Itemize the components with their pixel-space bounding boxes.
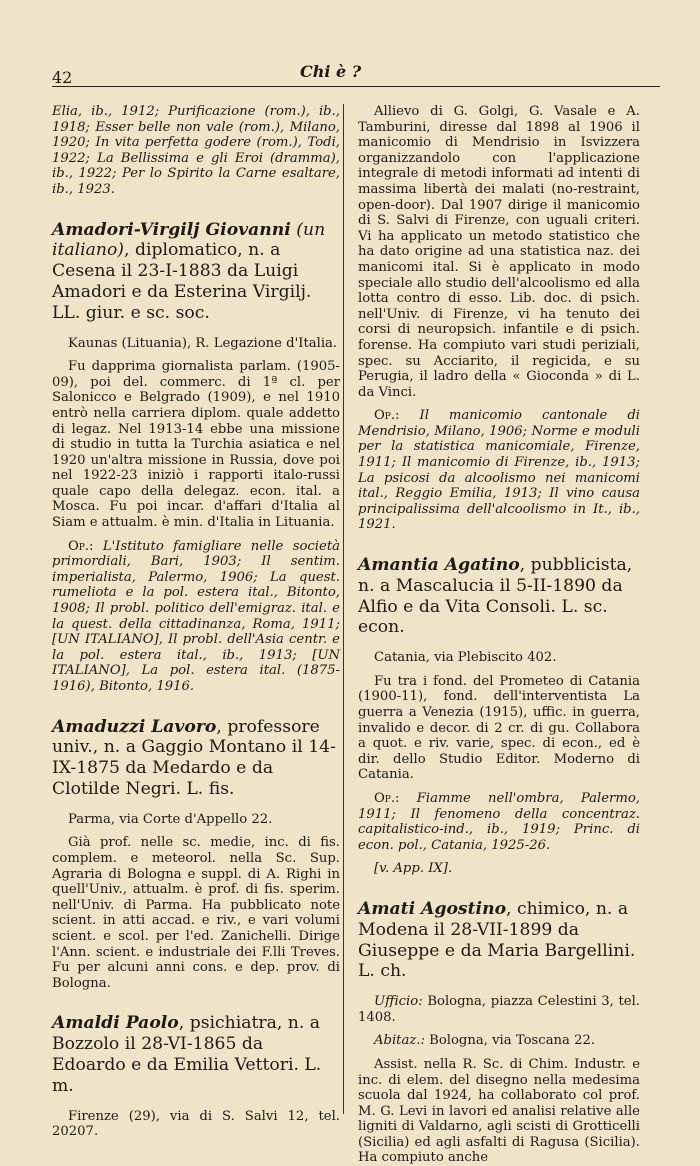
entry-heading-text: , professore univ., n. a Gaggio Montano il 14-IX-1875 da Medardo e da Clotilde Negri. L. fis.: [52, 716, 336, 799]
entry-heading: [52, 1013, 340, 1096]
entry-home: [358, 1033, 640, 1049]
works-label: Op.:: [374, 790, 400, 806]
works-label: Op.:: [374, 408, 400, 424]
entry-name: Amadori-Virgilj Giovanni: [52, 219, 291, 240]
entry-heading-text: , diplomatico, n. a Cesena il 23-I-1883 da Luigi Amadori e da Esterina Virgilj. LL. giur. e sc. soc.: [52, 240, 312, 323]
entry-heading-text: , chimico, n. a Modena il 28-VII-1899 da Giuseppe e da Maria Bargellini. L. ch.: [358, 898, 636, 982]
entry-bio: Assist. nella R. Sc. di Chim. Industr. e inc. di elem. del disegno nella medesima scuola dal 1924, ha collaborato col prof. M. G. Levi in lavori ed analisi relative alle ligniti di Valdarno, agli scisti di Grotticelli (Sicilia) ed agli asfalti di Ragusa (Sicilia). Ha compiuto anche: [358, 1056, 640, 1166]
entry-address: Kaunas (Lituania), R. Legazione d'Italia.: [68, 335, 338, 351]
entry-heading: [52, 220, 340, 324]
entry-works: [358, 791, 640, 853]
works-text: L'Istituto famigliare nelle società primordiali, Bari, 1903; Il sentim. imperialista, Palermo, 1906; La quest. rumeliota e la pol. estera ital., Bitonto, 1908; Il probl. politico dell'emigraz. ital. e la quest. della cittadinanza, Roma, 1911; [UN ITALIANO], Il probl. dell'Asia centr. e la pol. estera ital., ib., 1913; [UN ITALIANO], La pol. estera ital. (1875-1916), Bitonto, 1916.: [52, 538, 340, 695]
page-number: 42: [52, 68, 73, 87]
entry-heading: [52, 717, 340, 800]
left-column: [52, 104, 340, 1140]
entry-office: [358, 994, 640, 1025]
entry-works: [52, 539, 340, 695]
entry-bio: Fu tra i fond. del Prometeo di Catania (1900-11), fond. dell'interventista La guerra a Venezia (1915), uffic. in guerra, invalido e decor. di 2 cr. di gu. Collabora a quot. e riv. varie, spec. di econ., ed è dir. dello Studio Editor. Moderno di Catania.: [358, 673, 640, 783]
see-also: [v. App. IX].: [374, 861, 453, 877]
entry-address: Parma, via Corte d'Appello 22.: [68, 811, 273, 827]
entry-heading: [358, 555, 640, 638]
home-address: Bologna, via Toscana 22.: [429, 1033, 596, 1049]
carryover-works: Elia, ib., 1912; Purificazione (rom.), ib., 1918; Esser belle non vale (rom.), Milano, 1920; In vita perfetta godere (rom.), Todi, 1922; La Bellissima e gli Eroi (dramma), ib., 1922; Per lo Spirito la Carne esaltare, ib., 1923.: [52, 104, 340, 197]
entry-name: Amaldi Paolo: [52, 1013, 179, 1034]
entry-heading-text: , psichiatra, n. a Bozzolo il 28-VI-1865 da Edoardo e da Emilia Vettori. L. m.: [52, 1013, 322, 1096]
office-label: Ufficio:: [374, 994, 423, 1010]
entry-bio: Allievo di G. Golgi, G. Vasale e A. Tamburini, diresse dal 1898 al 1906 il manicomio di Mendrisio in Isvizzera organizzandolo con l'applicazione integrale di metodi informati ad intenti di massima libertà dei malati (no-restraint, open-door). Dal 1907 dirige il manicomio di S. Salvi di Firenze, con uguali criteri. Vi ha applicato un metodo statistico che ha dato origine ad una statistica naz. dei manicomi ital. Si è applicato in modo speciale allo studio dell'alcoolismo ed alla lotta contro di esso. Lib. doc. di psich. nell'Univ. di Firenze, vi ha tenuto dei corsi di neuropsich. infantile e di psich. forense. Ha compiuto vari studi periziali, spec. su Acciarito, il regicida, e su Perugia, il ladro della « Gioconda » di L. da Vinci.: [358, 104, 640, 400]
entry-pseudonym: (un italiano): [52, 219, 326, 261]
running-title: Chi è ?: [300, 62, 362, 81]
entry-name: Amantia Agatino: [358, 555, 520, 576]
office-address: Bologna, piazza Celestini 3, tel. 1408.: [358, 994, 640, 1025]
home-label: Abitaz.:: [374, 1033, 425, 1049]
works-label: Op.:: [68, 538, 94, 554]
works-text: Il manicomio cantonale di Mendrisio, Milano, 1906; Norme e moduli per la statistica manicomiale, Firenze, 1911; Il manicomio di Firenze, ib., 1913; La psicosi da alcoolismo nei manicomi ital., Reggio Emilia, 1913; Il vino causa principalissima dell'alcoolismo in It., ib., 1921.: [358, 408, 640, 533]
header-rule: [52, 86, 660, 87]
right-column: [358, 104, 640, 1166]
column-divider: [343, 104, 344, 1114]
works-text: Fiamme nell'ombra, Palermo, 1911; Il fenomeno della concentraz. capitalistico-ind., ib., 1919; Princ. di econ. pol., Catania, 1925-26.: [358, 790, 640, 853]
entry-address: Firenze (29), via di S. Salvi 12, tel. 20207.: [52, 1108, 340, 1140]
entry-name: Amaduzzi Lavoro: [52, 716, 217, 737]
entry-bio: Fu dapprima giornalista parlam. (1905-09), poi del. commerc. di 1ª cl. per Salonicco e Belgrado (1909), e nel 1910 entrò nella carriera diplom. quale addetto di legaz. Nel 1913-14 ebbe una missione di studio in tutta la Turchia asiatica e nel 1920 un'altra missione in Russia, dove poi nel 1922-23 iniziò i rapporti italo-russi quale capo della delegaz. econ. ital. a Mosca. Fu poi incar. d'affari d'Italia al Siam e attualm. è min. d'Italia in Lituania.: [52, 359, 340, 531]
entry-works: [358, 408, 640, 533]
entry-heading-text: , pubblicista, n. a Mascalucia il 5-II-1890 da Alfio e da Vita Consoli. L. sc. econ.: [358, 555, 633, 638]
entry-address: Catania, via Plebiscito 402.: [374, 650, 557, 666]
entry-bio: Già prof. nelle sc. medie, inc. di fis. complem. e meteorol. nella Sc. Sup. Agraria di Bologna e suppl. di A. Righi in quell'Univ., attualm. è prof. di fis. sperim. nell'Univ. di Parma. Ha pubblicato note scient. in atti accad. e riv., e vari volumi scient. e scol. per l'ed. Zanichelli. Dirige l'Ann. scient. e industriale dei F.lli Treves. Fu per alcuni anni cons. e dep. prov. di Bologna.: [52, 835, 340, 991]
entry-heading: [358, 899, 640, 982]
entry-name: Amati Agostino: [358, 898, 507, 919]
